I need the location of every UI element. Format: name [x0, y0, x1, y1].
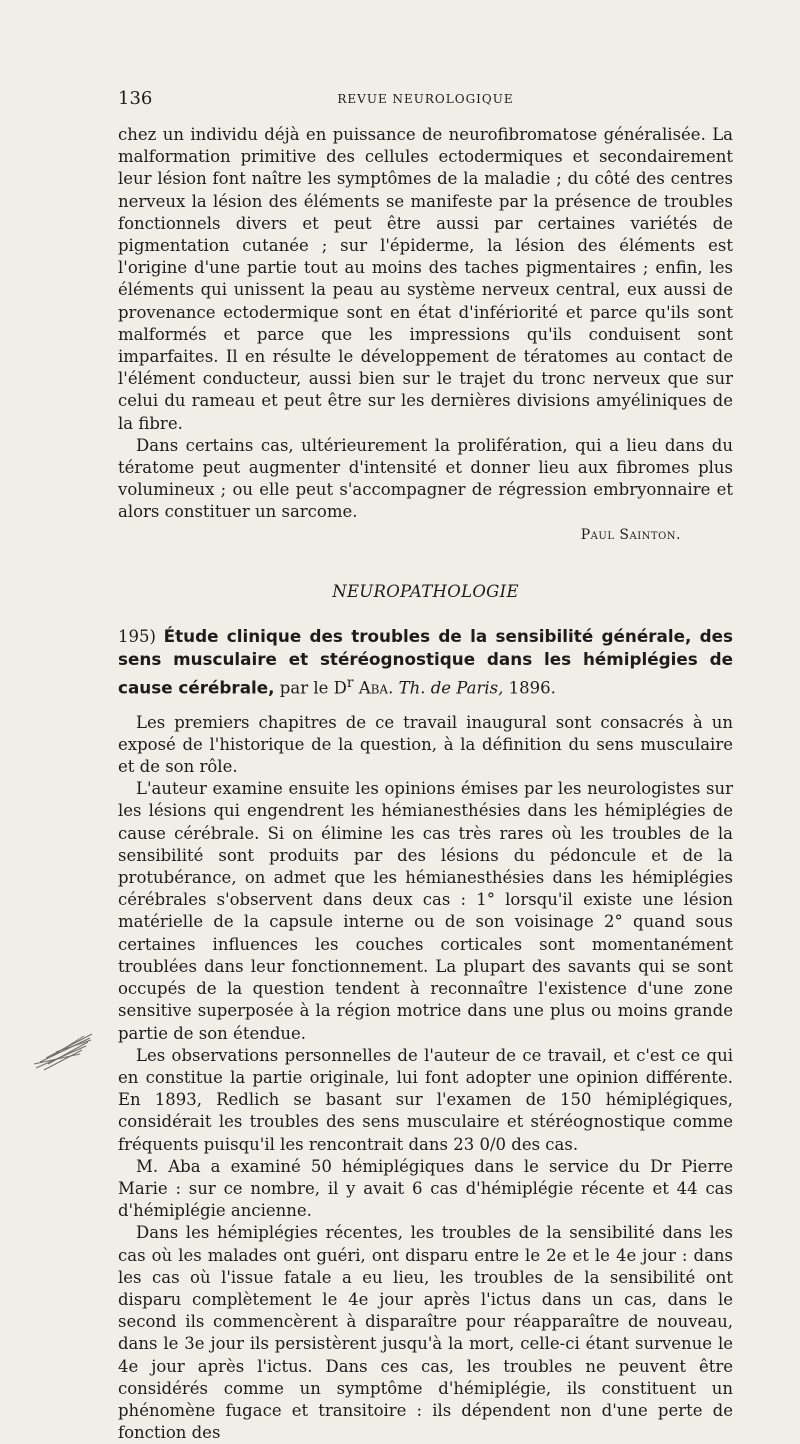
page-header [118, 88, 733, 112]
page-body [118, 124, 733, 1444]
entry-author: Aba. [358, 678, 394, 698]
ink-smudge-mark [26, 1028, 94, 1072]
section-title: NEUROPATHOLOGIE [332, 581, 519, 601]
entry-dr-sup: r [346, 674, 354, 691]
page-number: 136 [118, 88, 153, 109]
article1-paragraph-1: chez un individu déjà en puissance de neurofibromatose généralisée. La malformation primitive des cellules ectodermiques et secondairement leur lésion font naître les symptômes de la maladie ; du côté des centres nerveux la lésion des éléments se manifeste par la présence de troubles fonctionnels divers et peut être aussi par certaines variétés de pigmentation cutanée ; sur l'épiderme, la lésion des éléments est l'origine d'une partie tout au moins des taches pigmentaires ; enfin, les éléments qui unissent la peau au système nerveux central, eux aussi de provenance ectodermique sont en état d'infériorité et parce qu'ils sont malformés et parce que les impressions qu'ils conduisent sont imparfaites. Il en résulte le développement de tératomes au contact de l'élément conducteur, aussi bien sur le trajet du tronc nerveux que sur celui du rameau et peut être sur les dernières divisions amyéliniques de la fibre. [118, 125, 733, 433]
entry-number: 195) [118, 626, 156, 646]
article2-paragraph-5: Dans les hémiplégies récentes, les troubles de la sensibilité dans les cas où les malades ont guéri, ont disparu entre le 2e et le 4e jour : dans les cas où l'issue fatale a eu lieu, les troubles de la sensibilité ont disparu complètement le 4e jour après l'ictus dans un cas, dans le second ils commencèrent à disparaître pour réapparaître de nouveau, dans le 3e jour ils persistèrent jusqu'à la mort, celle-ci étant survenue le 4e jour après l'ictus. Dans ces cas, les troubles ne peuvent être considérés comme un symptôme d'hémiplégie, ils constituent un phénomène fugace et transitoire : ils dépendent non d'une perte de fonction des [118, 1223, 733, 1443]
entry-source: Th. de Paris, [398, 678, 504, 698]
running-title: REVUE NEUROLOGIQUE [337, 92, 514, 106]
article2-paragraph-4: M. Aba a examiné 50 hémiplégiques dans le service du Dr Pierre Marie : sur ce nombre, il y avait 6 cas d'hémiplégie récente et 44 cas d'hémiplégie ancienne. [118, 1156, 733, 1221]
entry-title: Étude clinique des troubles de la sensibilité générale, des sens musculaire et stéréognostique dans les hémiplégies de cause cérébrale, [118, 625, 733, 698]
article1-paragraph-2: Dans certains cas, ultérieurement la prolifération, qui a lieu dans du tératome peut augmenter d'intensité et donner lieu aux fibromes plus volumineux ; ou elle peut s'accompagner de régression embryonnaire et alors constituer un sarcome. [118, 435, 733, 522]
article2-paragraph-3: Les observations personnelles de l'auteur de ce travail, et c'est ce qui en constitue la partie originale, lui font adopter une opinion différente. En 1893, Redlich se basant sur l'examen de 150 hémiplégiques, considérait les troubles des sens musculaire et stéréognostique comme fréquents puisqu'il les rencontrait dans 23 0/0 des cas. [118, 1045, 733, 1154]
article1-signature: Paul Sainton. [580, 526, 681, 543]
article2-paragraph-2: L'auteur examine ensuite les opinions émises par les neurologistes sur les lésions qui engendrent les hémianesthésies dans les hémiplégies de cause cérébrale. Si on élimine les cas très rares où les troubles de la sensibilité sont produits par des lésions du pédoncule et de la protubérance, on admet que les hémianesthésies dans les hémiplégies cérébrales s'observent dans deux cas : 1° lorsqu'il existe une lésion matérielle de la capsule interne ou de son voisinage 2° quand sous certaines influences les couches corticales sont momentanément troublées dans leur fonctionnement. La plupart des savants qui se sont occupés de la question tendent à reconnaître l'existence d'une zone sensitive superposée à la région motrice dans une plus ou moins grande partie de son étendue. [118, 779, 733, 1043]
entry-heading [118, 625, 733, 700]
entry-year: 1896. [508, 678, 556, 698]
entry-par: par le D [279, 678, 347, 698]
article2-paragraph-1: Les premiers chapitres de ce travail inaugural sont consacrés à un exposé de l'historique de la question, à la définition du sens musculaire et de son rôle. [118, 712, 733, 777]
